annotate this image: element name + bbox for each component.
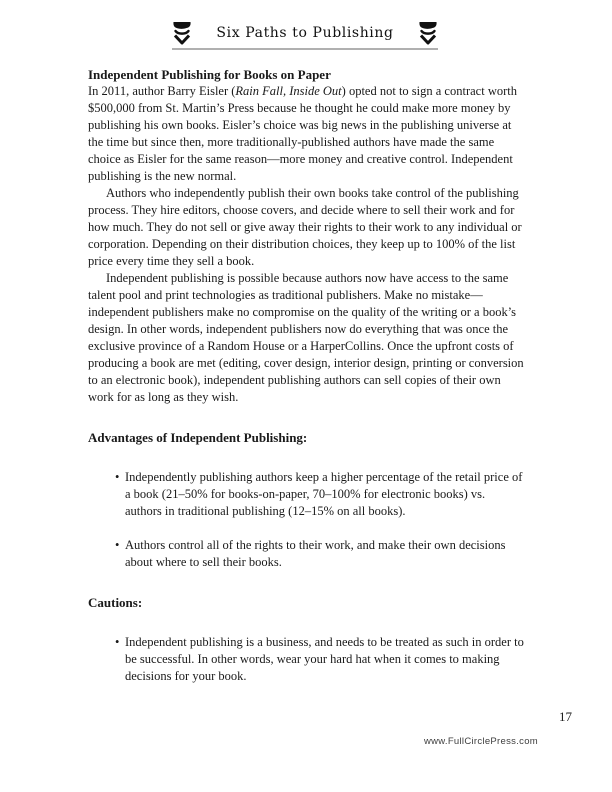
- list-item: [115, 469, 524, 520]
- book-titles-italic: Rain Fall, Inside Out: [235, 84, 342, 98]
- bullet-glyph: •: [115, 538, 120, 552]
- advantages-heading: Advantages of Independent Publishing:: [88, 430, 308, 445]
- section-title: Independent Publishing for Books on Paper: [88, 67, 331, 82]
- paragraph-2: Authors who independently publish their own books take control of the publishing process. They hire editors, choose covers, and decide where to sell their work and for how much. They do not sell or give away their rights to their work to any individual or corporation. Depending on their distribution choices, they keep up to 100% of the list price every time they sell a book.: [88, 186, 522, 268]
- advantages-list: [88, 469, 524, 571]
- book-stack-icon: [418, 21, 438, 45]
- page-body: [88, 66, 524, 685]
- advantage-item-text: Authors control all of the rights to their work, and make their own decisions about where to sell their books.: [125, 538, 506, 569]
- page-number: 17: [559, 709, 572, 724]
- book-stack-icon: [172, 21, 192, 45]
- website-url: www.FullCirclePress.com: [423, 736, 538, 747]
- bullet-glyph: •: [115, 470, 120, 484]
- running-head-title: Six Paths to Publishing: [216, 25, 394, 41]
- paragraph-1: [88, 83, 524, 185]
- list-item: [115, 537, 524, 571]
- bullet-glyph: •: [115, 635, 120, 649]
- list-item: [115, 634, 524, 685]
- paragraph-3: Independent publishing is possible because authors now have access to the same talent pool and print technologies as traditional publishers. Make no mistake—independent publishers make no compromise on the quality of the writing or a book’s design. In other words, independent publishers now do everything that was once the exclusive province of a Random House or a HarperCollins. Once the upfront costs of producing a book are met (editing, cover design, interior design, printing or conversion to an electronic book), independent publishing authors can sell copies of their own work for as long as they wish.: [88, 271, 524, 404]
- page-header: [172, 21, 438, 50]
- cautions-list: [88, 634, 524, 685]
- paragraph-1-text-continued: ) opted not to sign a contract worth $500,000 from St. Martin’s Press because he thought he could make more money by publishing his own books. Eisler’s choice was big news in the publishing universe at the time but since then, more traditionally-published authors have made the same choice as Eisler for the same reason—more money and creative control. Independent publishing is the new normal.: [88, 84, 517, 183]
- cautions-heading: Cautions:: [88, 595, 143, 610]
- paragraph-1-text: In 2011, author Barry Eisler (: [88, 84, 236, 98]
- advantage-item-text: Independently publishing authors keep a higher percentage of the retail price of a book (21–50% for books-on-paper, 70–100% for electronic books) vs. authors in traditional publishing (12–15% on all books).: [125, 470, 523, 518]
- caution-item-text: Independent publishing is a business, and needs to be treated as such in order to be successful. In other words, wear your hard hat when it comes to making decisions for your book.: [125, 635, 524, 683]
